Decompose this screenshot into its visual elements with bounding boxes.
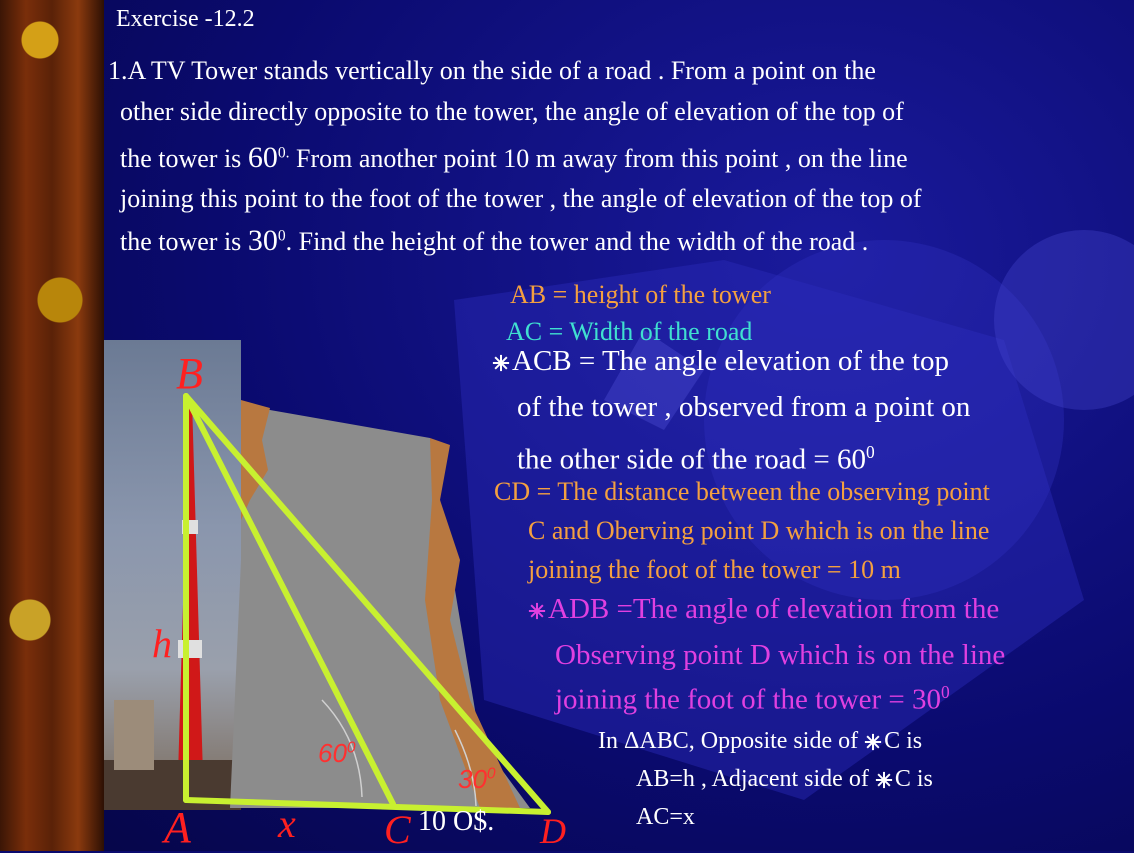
- acb-text-1: ACB = The angle elevation of the top: [512, 345, 950, 377]
- angle-symbol-icon: [528, 602, 546, 620]
- definition-ab: AB = height of the tower: [510, 280, 771, 309]
- problem-line-3-end: From another point 10 m away from this point , on the line: [296, 144, 908, 173]
- angle-30-sup: 0: [486, 765, 496, 783]
- definition-ac: AC = Width of the road: [506, 317, 753, 346]
- label-b: B: [176, 349, 203, 398]
- in-abc-line-1: [598, 728, 922, 755]
- label-d: D: [540, 811, 566, 851]
- definition-cd-line-2: C and Oberving point D which is on the line: [528, 516, 990, 545]
- angle-30-label: [458, 764, 496, 795]
- label-c: C: [384, 807, 411, 852]
- definition-adb-line-2: Observing point D which is on the line: [555, 639, 1006, 671]
- definition-acb-line-3: [517, 442, 875, 477]
- in-abc-line-2: [636, 766, 933, 793]
- adb-text-3: joining the foot of the tower = 30: [555, 683, 942, 716]
- in-abc-text-2b: C is: [894, 766, 933, 792]
- in-abc-text-1b: C is: [884, 728, 923, 754]
- adb-sup: 0: [941, 682, 950, 702]
- angle-30-number: 30: [458, 764, 487, 794]
- definition-cd-line-3: joining the foot of the tower = 10 m: [528, 555, 901, 584]
- label-a: A: [164, 803, 191, 852]
- angle-60-number: 60: [318, 738, 347, 768]
- angle-30-value: 30: [247, 224, 278, 257]
- angle-60-label: [318, 738, 356, 769]
- label-x: x: [278, 801, 296, 846]
- acb-sup: 0: [865, 442, 875, 462]
- angle-symbol-icon: [492, 354, 510, 372]
- problem-line-5-start: the tower is: [120, 227, 242, 256]
- in-abc-text-2: AB=h , Adjacent side of: [636, 766, 869, 792]
- definition-adb-line-3: [555, 682, 950, 717]
- exercise-title: Exercise -12.2: [116, 6, 255, 32]
- acb-text-3: the other side of the road = 60: [517, 443, 866, 476]
- label-h: h: [152, 621, 172, 666]
- in-abc-line-3: AC=x: [636, 804, 695, 830]
- problem-line-1: 1.A TV Tower stands vertically on the side of a road . From a point on the: [108, 56, 876, 85]
- angle-60-degree: 0.: [277, 144, 290, 162]
- angle-symbol-icon: [875, 771, 893, 789]
- angle-60-sup: 0: [346, 739, 356, 757]
- angle-30-degree: 0: [277, 227, 286, 245]
- definition-cd-line-1: CD = The distance between the observing point: [494, 477, 990, 506]
- angle-symbol-icon: [864, 733, 882, 751]
- problem-line-3-start: the tower is: [120, 144, 242, 173]
- distance-label: 10 O$.: [418, 806, 495, 837]
- definition-acb-line-2: of the tower , observed from a point on: [517, 391, 971, 423]
- in-abc-text-1: In ΔABC, Opposite side of: [598, 728, 859, 754]
- problem-line-2: other side directly opposite to the tower, the angle of elevation of the top of: [120, 97, 904, 126]
- problem-line-4: joining this point to the foot of the tower , the angle of elevation of the top of: [120, 184, 922, 213]
- angle-60-value: 60: [247, 141, 278, 174]
- definition-adb-line-1: [528, 593, 999, 626]
- definition-acb-line-1: [492, 345, 949, 378]
- adb-text-1: ADB =The angle of elevation from the: [548, 593, 1000, 625]
- problem-line-5-end: . Find the height of the tower and the width of the road .: [285, 227, 869, 256]
